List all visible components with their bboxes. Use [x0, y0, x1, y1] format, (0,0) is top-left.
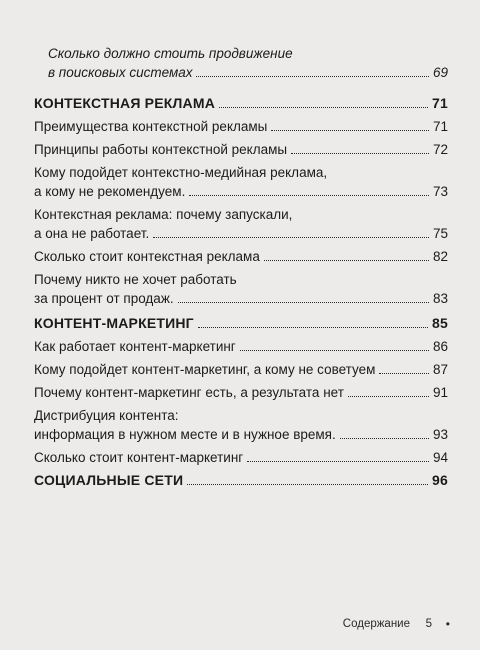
toc-entry — [34, 247, 448, 266]
dot-leader — [153, 237, 429, 238]
toc-entry-title: КОНТЕКСТНАЯ РЕКЛАМА — [34, 95, 216, 111]
toc-page-number: 94 — [432, 450, 448, 465]
toc-page-number: 87 — [432, 362, 448, 377]
toc-entry — [34, 448, 448, 467]
table-of-contents — [34, 40, 448, 490]
dot-leader — [187, 484, 428, 485]
toc-entry — [34, 270, 448, 308]
toc-page-number: 85 — [432, 315, 448, 331]
toc-entry — [34, 117, 448, 136]
toc-entry — [34, 383, 448, 402]
dot-leader — [379, 373, 429, 374]
toc-entry — [34, 44, 448, 82]
toc-entry — [34, 140, 448, 159]
footer-label: Содержание — [342, 618, 410, 630]
toc-section-heading — [34, 94, 448, 113]
toc-entry — [34, 337, 448, 356]
toc-entry-title: Сколько стоит контент-маркетинг — [34, 450, 244, 465]
dot-leader — [271, 130, 429, 131]
toc-page-number: 72 — [432, 142, 448, 157]
page-footer — [0, 618, 480, 634]
toc-page-number: 91 — [432, 385, 448, 400]
toc-entry — [34, 163, 448, 201]
toc-page-number: 71 — [432, 95, 448, 111]
footer-bullet: • — [445, 617, 450, 631]
toc-entry-line: Контекстная реклама: почему запускали, — [34, 207, 293, 222]
toc-entry-line: Дистрибуция контента: — [34, 408, 179, 423]
toc-entry-title: информация в нужном месте и в нужное время. — [34, 427, 336, 442]
toc-entry-title: за процент от продаж. — [34, 291, 174, 306]
dot-leader — [340, 438, 429, 439]
toc-entry — [34, 360, 448, 379]
dot-leader — [189, 195, 429, 196]
toc-entry-title: Преимущества контекстной рекламы — [34, 119, 268, 134]
toc-entry-title: Как работает контент-маркетинг — [34, 339, 236, 354]
toc-page-number: 71 — [432, 119, 448, 134]
toc-entry-title: а кому не рекомендуем. — [34, 184, 186, 199]
toc-page-number: 93 — [432, 427, 448, 442]
toc-page-number: 75 — [432, 226, 448, 241]
dot-leader — [198, 327, 428, 328]
toc-section-heading — [34, 471, 448, 490]
toc-entry — [34, 205, 448, 243]
dot-leader — [196, 76, 428, 77]
toc-entry-title: СОЦИАЛЬНЫЕ СЕТИ — [34, 472, 184, 488]
toc-entry-title: КОНТЕНТ-МАРКЕТИНГ — [34, 315, 194, 331]
toc-page-number: 82 — [432, 249, 448, 264]
toc-page-number: 86 — [432, 339, 448, 354]
dot-leader — [264, 260, 429, 261]
dot-leader — [291, 153, 429, 154]
dot-leader — [178, 302, 429, 303]
toc-entry-line: Почему никто не хочет работать — [34, 272, 237, 287]
footer-page-number: 5 — [425, 618, 432, 630]
dot-leader — [240, 350, 429, 351]
toc-entry-line: Кому подойдет контекстно-медийная реклама, — [34, 165, 328, 180]
dot-leader — [348, 396, 429, 397]
toc-entry-title: Почему контент-маркетинг есть, а результата нет — [34, 385, 344, 400]
dot-leader — [247, 461, 429, 462]
toc-page-number: 96 — [432, 472, 448, 488]
toc-section-heading — [34, 314, 448, 333]
toc-entry-title: Принципы работы контекстной рекламы — [34, 142, 288, 157]
toc-entry-title: Кому подойдет контент-маркетинг, а кому не советуем — [34, 362, 376, 377]
toc-page-number: 69 — [432, 65, 448, 80]
toc-entry-title: а она не работает. — [34, 226, 150, 241]
dot-leader — [219, 107, 428, 108]
toc-entry-title: Сколько стоит контекстная реклама — [34, 249, 260, 264]
toc-page-number: 83 — [432, 291, 448, 306]
toc-page-number: 73 — [432, 184, 448, 199]
toc-entry — [34, 406, 448, 444]
toc-entry-title: в поисковых системах — [48, 65, 193, 80]
toc-entry-line: Сколько должно стоить продвижение — [48, 46, 293, 61]
